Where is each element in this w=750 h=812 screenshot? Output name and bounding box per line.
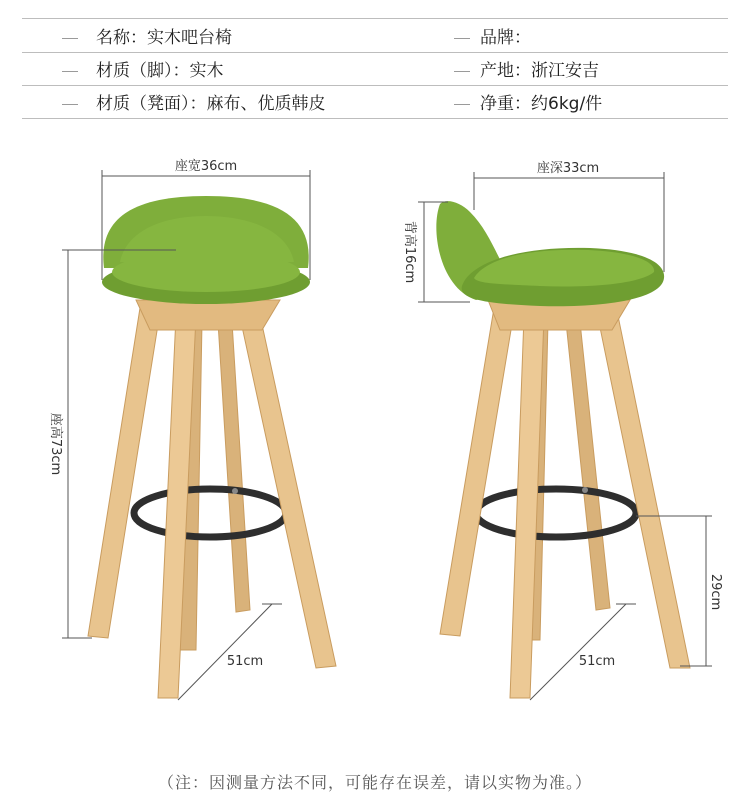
spec-row: [22, 23, 728, 53]
seat-height-label: 座高73cm: [48, 412, 63, 476]
row-dash: [62, 38, 78, 39]
spec-row: [22, 89, 728, 119]
row-dash: [454, 71, 470, 72]
front-base-label: 51cm: [226, 654, 264, 669]
side-back-leg-right: [566, 322, 610, 610]
product-figure: [0, 140, 750, 720]
side-ring-bolt: [582, 487, 588, 493]
side-view-stool: [436, 201, 690, 698]
divider: [22, 18, 728, 19]
spec-seat-material: 材质（凳面）：麻布、优质韩皮: [96, 94, 326, 114]
row-dash: [454, 104, 470, 105]
front-seat-top: [112, 252, 300, 292]
spec-weight: 净重：约6kg/件: [480, 94, 603, 114]
footrest-ring: [134, 489, 286, 537]
back-height-label: 背高16cm: [402, 220, 417, 284]
disclaimer-note: （注：因测量方法不同，可能存在误差，请以实物为准。）: [157, 773, 592, 792]
ring-bolt: [232, 488, 238, 494]
spec-name: 名称：实木吧台椅: [96, 28, 232, 48]
side-front-leg-left: [440, 308, 514, 636]
front-leg-right: [238, 306, 336, 668]
seat-width-label: 座宽36cm: [174, 159, 238, 174]
front-back-leg-left: [218, 322, 250, 612]
footrest-height-label: 29cm: [708, 573, 723, 611]
side-footrest-ring: [476, 489, 636, 537]
spec-origin: 产地：浙江安吉: [480, 61, 599, 81]
divider: [22, 85, 728, 86]
side-seat-top: [474, 250, 654, 287]
side-base-line: [530, 604, 626, 700]
row-dash: [62, 104, 78, 105]
row-dash: [454, 38, 470, 39]
seat-depth-label: 座深33cm: [536, 161, 600, 176]
divider: [22, 118, 728, 119]
spec-row: [22, 56, 728, 86]
front-view-stool: [88, 196, 336, 698]
front-leg-left: [88, 308, 160, 638]
side-base-label: 51cm: [578, 654, 616, 669]
spec-brand: 品牌：: [480, 28, 531, 48]
side-front-leg-right: [596, 306, 690, 668]
row-dash: [62, 71, 78, 72]
spec-leg-material: 材质（脚）：实木: [96, 61, 224, 81]
seat-frame: [136, 300, 280, 330]
divider: [22, 52, 728, 53]
